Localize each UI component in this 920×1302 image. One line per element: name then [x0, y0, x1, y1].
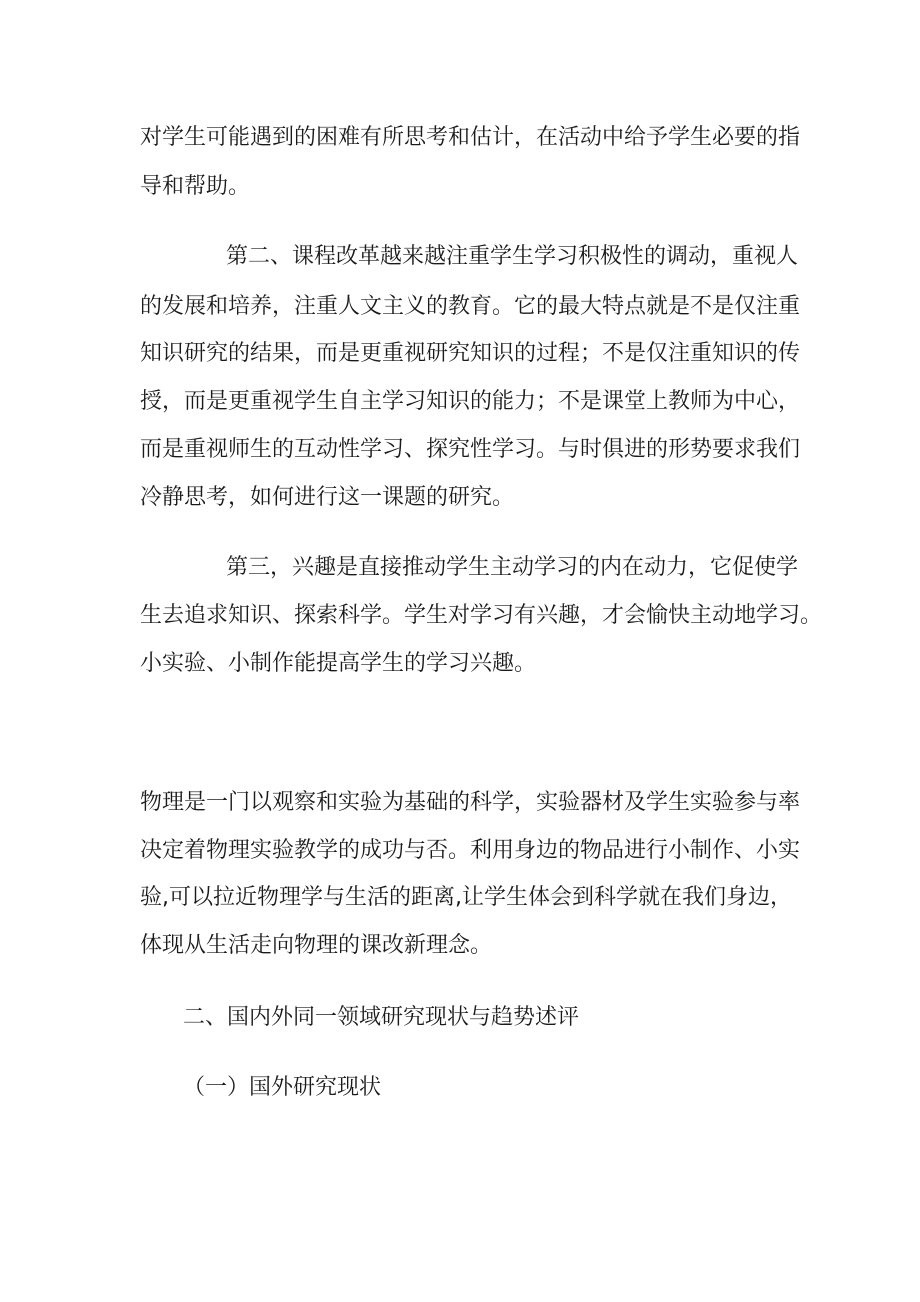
text-line: 对学生可能遇到的困难有所思考和估计，在活动中给予学生必要的指: [140, 125, 801, 150]
text-line: 物理是一门以观察和实验为基础的科学，实验器材及学生实验参与率: [140, 790, 801, 815]
text-line: 导和帮助。: [140, 174, 251, 199]
text-line: 第三，兴趣是直接推动学生主动学习的内在动力，它促使学: [226, 555, 799, 580]
text-line: 生去追求知识、探索科学。学生对学习有兴趣，才会愉快主动地学习。: [140, 603, 823, 628]
text-line: 冷静思考，如何进行这一课题的研究。: [140, 485, 515, 510]
text-line: 决定着物理实验教学的成功与否。利用身边的物品进行小制作、小实: [140, 838, 801, 863]
text-line: 而是重视师生的互动性学习、探究性学习。与时俱进的形势要求我们: [140, 437, 801, 462]
text-line: 授，而是更重视学生自主学习知识的能力；不是课堂上教师为中心，: [140, 389, 801, 414]
text-line: 验,可以拉近物理学与生活的距离,让学生体会到科学就在我们身边，: [140, 885, 792, 910]
section-heading: 二、国内外同一领域研究现状与趋势述评: [183, 1005, 580, 1030]
text-line: 小实验、小制作能提高学生的学习兴趣。: [140, 651, 537, 676]
text-line: 的发展和培养，注重人文主义的教育。它的最大特点就是不是仅注重: [140, 294, 801, 319]
subsection-heading: （一）国外研究现状: [183, 1075, 382, 1100]
text-line: 第二、课程改革越来越注重学生学习积极性的调动，重视人: [226, 244, 799, 269]
text-line: 知识研究的结果，而是更重视研究知识的过程；不是仅注重知识的传: [140, 341, 801, 366]
text-line: 体现从生活走向物理的课改新理念。: [140, 933, 493, 958]
